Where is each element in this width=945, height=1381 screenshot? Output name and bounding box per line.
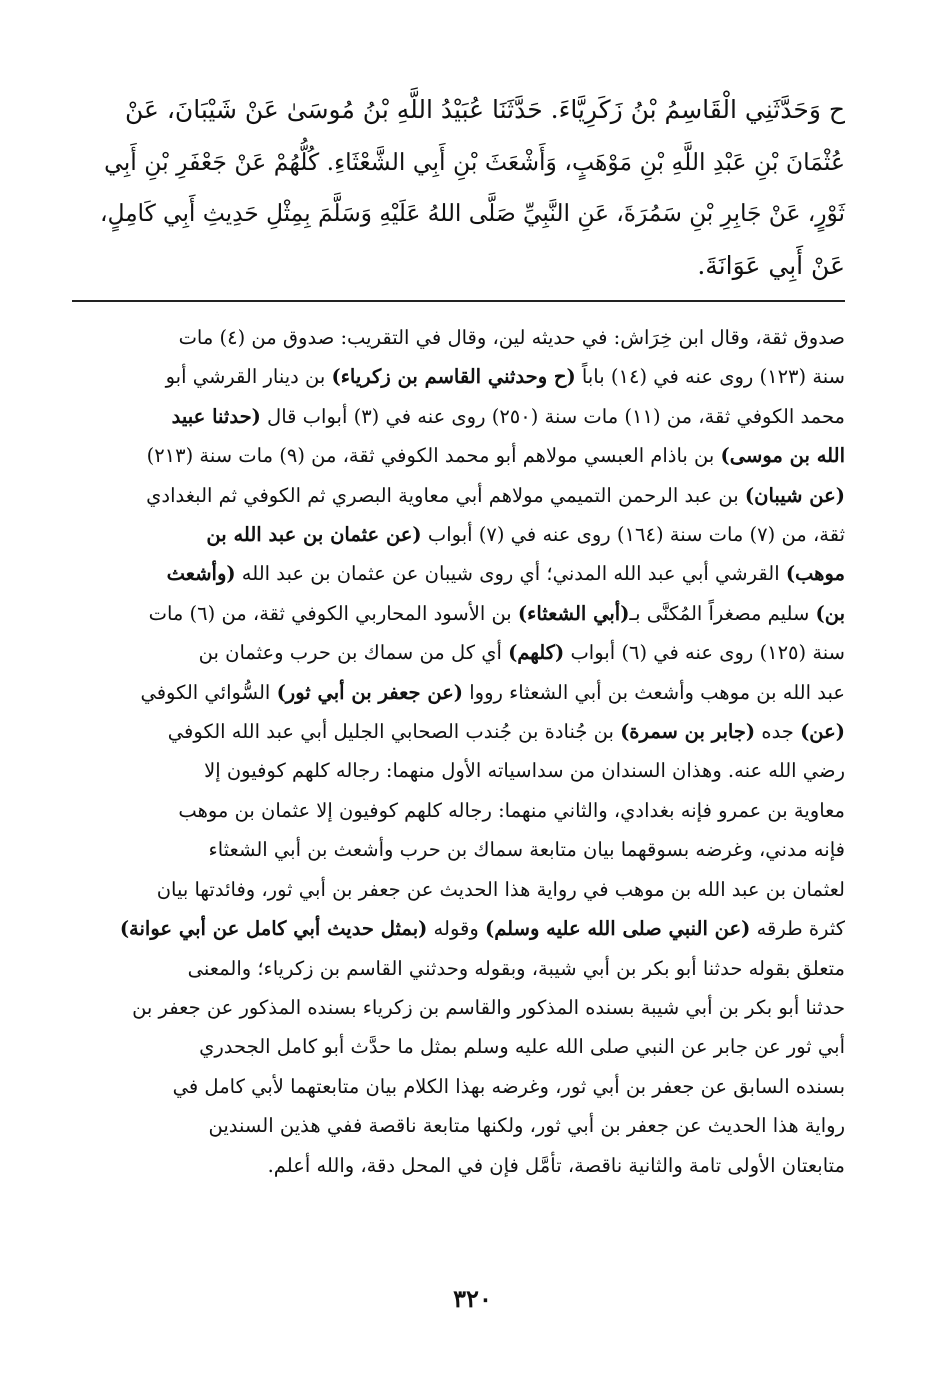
commentary-line xyxy=(72,594,845,633)
commentary-line xyxy=(72,318,845,357)
quoted-matn-segment: (بمثل حديث أبي كامل عن أبي عوانة) xyxy=(119,917,428,941)
quoted-matn-segment: (كلهم) xyxy=(508,641,565,665)
commentary-line xyxy=(72,870,845,909)
commentary-segment: سنة (١٢٥) روى عنه في (٦) أبواب xyxy=(564,641,845,665)
commentary-line xyxy=(72,1106,845,1145)
commentary-line xyxy=(72,988,845,1027)
quoted-matn-segment: (عن عثمان بن عبد الله بن xyxy=(206,523,422,547)
commentary-line xyxy=(72,554,845,593)
commentary-line xyxy=(72,397,845,436)
commentary-segment: رضي الله عنه. وهذان السندان من سداسياته الأول منهما: رجاله كلهم كوفيون إلا xyxy=(204,759,845,783)
commentary-line xyxy=(72,436,845,475)
commentary-segment: بن الأسود المحاربي الكوفي ثقة، من (٦) مات xyxy=(148,601,518,625)
commentary-line xyxy=(72,712,845,751)
commentary-line xyxy=(72,1067,845,1106)
commentary-segment: متابعتان الأولى تامة والثانية ناقصة، تأمَّل فإن في المحل دقة، والله أعلم. xyxy=(267,1153,845,1177)
commentary-segment: القرشي أبي عبد الله المدني؛ أي روى شيبان عن عثمان بن عبد الله xyxy=(235,562,786,586)
quoted-matn-segment: (ح وحدثني القاسم بن زكرياء) xyxy=(331,365,576,389)
commentary-line xyxy=(72,791,845,830)
commentary-segment: ثقة، من (٧) مات سنة (١٦٤) روى عنه في (٧) أبواب xyxy=(421,523,845,547)
commentary-line xyxy=(72,515,845,554)
commentary-line xyxy=(72,633,845,672)
quoted-matn-segment: (حدثنا عبيد xyxy=(171,404,261,428)
quoted-matn-segment: (عن شيبان) xyxy=(744,483,845,507)
commentary-segment: أبي ثور عن جابر عن النبي صلى الله عليه وسلم بمثل ما حدَّث أبو كامل الجحدري xyxy=(199,1035,845,1059)
commentary-segment: سليم مصغراً المُكنَّى بـ xyxy=(629,601,816,625)
quoted-matn-segment: موهب) xyxy=(785,562,845,586)
commentary-segment: محمد الكوفي ثقة، من (١١) مات سنة (٢٥٠) روى عنه في (٣) أبواب قال xyxy=(260,404,845,428)
quoted-matn-segment: الله بن موسى) xyxy=(720,444,845,468)
commentary-line xyxy=(72,909,845,948)
commentary-text xyxy=(72,318,845,1185)
hadith-text xyxy=(100,84,845,292)
commentary-line xyxy=(72,1146,845,1185)
commentary-segment: صدوق ثقة، وقال ابن خِرَاش: في حديثه لين، وقال في التقريب: صدوق من (٤) مات xyxy=(178,326,845,349)
commentary-line xyxy=(72,830,845,869)
quoted-matn-segment: (أبي الشعثاء) xyxy=(517,601,630,625)
commentary-line xyxy=(72,357,845,396)
commentary-segment: أي كل من سماك بن حرب وعثمان بن xyxy=(198,641,509,665)
footnote-divider xyxy=(72,300,845,302)
commentary-segment: حدثنا أبو بكر بن أبي شيبة بسنده المذكور والقاسم بن زكرياء بسنده المذكور عن جعفر بن xyxy=(132,995,845,1019)
commentary-segment: عبد الله بن موهب وأشعث بن أبي الشعثاء رووا xyxy=(463,680,845,704)
page-number: ٣٢٠ xyxy=(453,1284,492,1313)
hadith-line: عُثْمَانَ بْنِ عَبْدِ اللَّهِ بْنِ مَوْهَبٍ، وَأَشْعَثَ بْنِ أَبِي الشَّعْثَاءِ. كُلُّهُمْ عَنْ جَعْفَرِ بْنِ أَبِي xyxy=(104,148,845,176)
commentary-line xyxy=(72,949,845,988)
hadith-line: ثَوْرٍ، عَنْ جَابِرِ بْنِ سَمُرَةَ، عَنِ النَّبِيِّ صَلَّى اللهُ عَلَيْهِ وَسَلَّمَ بِمِثْلِ حَدِيثِ أَبِي كَامِلٍ، xyxy=(99,200,845,227)
commentary-segment: فإنه مدني، وغرضه بسوقهما بيان متابعة سماك بن حرب وأشعث بن أبي الشعثاء xyxy=(208,838,845,862)
commentary-segment: جده xyxy=(755,720,801,744)
quoted-matn-segment: (عن) xyxy=(800,720,845,744)
quoted-matn-segment: بن) xyxy=(815,601,845,625)
commentary-segment: لعثمان بن عبد الله بن موهب في رواية هذا الحديث عن جعفر بن أبي ثور، وفائدتها بيان xyxy=(156,877,845,901)
commentary-segment: متعلق بقوله حدثنا أبو بكر بن أبي شيبة، وبقوله وحدثني القاسم بن زكرياء؛ والمعنى xyxy=(187,956,845,980)
commentary-segment: كثرة طرقه xyxy=(750,917,845,941)
commentary-segment: وقوله xyxy=(427,917,485,941)
hadith-line: عَنْ أَبِي عَوَانَةَ. xyxy=(697,251,845,280)
commentary-segment: بن عبد الرحمن التميمي مولاهم أبي معاوية البصري ثم الكوفي ثم البغدادي xyxy=(146,483,745,507)
commentary-line xyxy=(72,673,845,712)
commentary-segment: معاوية بن عمرو فإنه بغدادي، والثاني منهما: رجاله كلهم كوفيون إلا عثمان بن موهب xyxy=(178,798,845,822)
quoted-matn-segment: (عن النبي صلى الله عليه وسلم) xyxy=(484,917,751,941)
quoted-matn-segment: (جابر بن سمرة) xyxy=(620,720,756,744)
commentary-segment: سنة (١٢٣) روى عنه في (١٤) باباً xyxy=(575,365,845,389)
quoted-matn-segment: (وأشعث xyxy=(166,562,236,586)
commentary-segment: بن باذام العبسي مولاهم أبو محمد الكوفي ثقة، من (٩) مات سنة (٢١٣) xyxy=(146,444,721,468)
commentary-line xyxy=(72,476,845,515)
commentary-segment: بن جُنادة بن جُندب الصحابي الجليل أبي عبد الله الكوفي xyxy=(167,720,621,744)
commentary-segment: السُّوائي الكوفي xyxy=(140,680,277,704)
commentary-segment: بن دينار القرشي أبو xyxy=(165,365,332,389)
hadith-line: ح وَحَدَّثَنِي الْقَاسِمُ بْنُ زَكَرِيَّاءَ. حَدَّثَنَا عُبَيْدُ اللَّهِ بْنُ مُوسَىٰ عَنْ شَيْبَانَ، عَنْ xyxy=(124,95,845,124)
commentary-line xyxy=(72,751,845,790)
commentary-line xyxy=(72,1027,845,1066)
quoted-matn-segment: (عن جعفر بن أبي ثور) xyxy=(276,680,464,704)
commentary-segment: رواية هذا الحديث عن جعفر بن أبي ثور، ولكنها متابعة ناقصة ففي هذين السندين xyxy=(208,1114,845,1138)
commentary-segment: بسنده السابق عن جعفر بن أبي ثور، وغرضه بهذا الكلام بيان متابعتهما لأبي كامل في xyxy=(172,1074,845,1098)
